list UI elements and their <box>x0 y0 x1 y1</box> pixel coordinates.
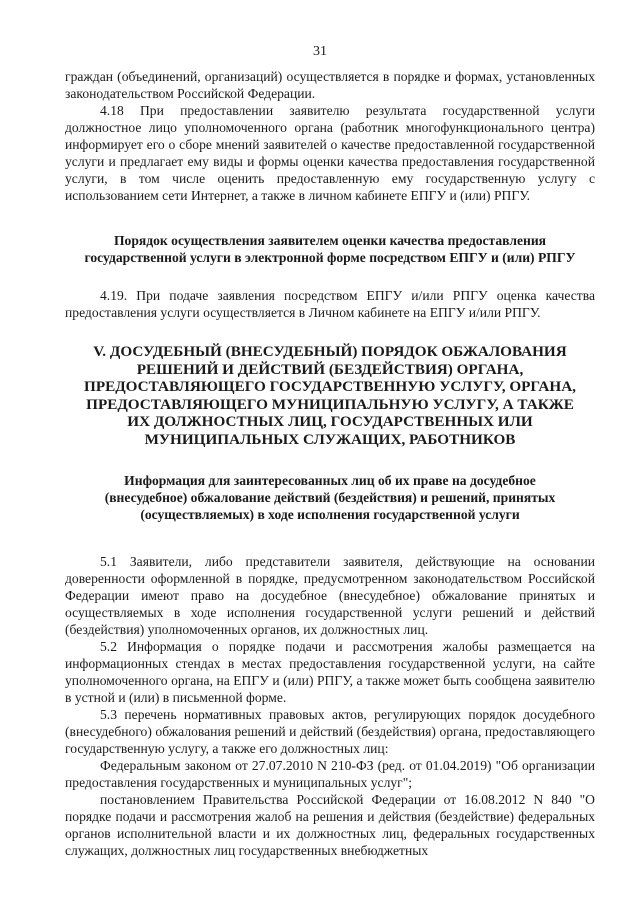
paragraph-5-1: 5.1 Заявители, либо представители заявителя, действующие на основании доверенности оформленной в порядке, предусмотренном законодательством Российской Федерации имеют право на досудебное (внесудебное) обжалование принятых и осуществляемых в ходе исполнения государственной услуги решений и действий (бездействия) уполномоченных органов, их должностных лиц. <box>65 554 595 638</box>
section-5-items <box>65 553 595 859</box>
paragraph-law-210: Федеральным законом от 27.07.2010 N 210-ФЗ (ред. от 01.04.2019) "Об организации предоставления государственных и муниципальных услуг"; <box>65 758 595 791</box>
section-v-title: V. ДОСУДЕБНЫЙ (ВНЕСУДЕБНЫЙ) ПОРЯДОК ОБЖАЛОВАНИЯ РЕШЕНИЙ И ДЕЙСТВИЙ (БЕЗДЕЙСТВИЯ) ОРГАНА, ПРЕДОСТАВЛЯЮЩЕГО ГОСУДАРСТВЕННУЮ УСЛУГУ, ОРГАНА, ПРЕДОСТАВЛЯЮЩЕГО МУНИЦИПАЛЬНУЮ УСЛУГУ, А ТАКЖЕ ИХ ДОЛЖНОСТНЫХ ЛИЦ, ГОСУДАРСТВЕННЫХ ИЛИ МУНИЦИПАЛЬНЫХ СЛУЖАЩИХ, РАБОТНИКОВ <box>84 343 576 448</box>
paragraph-5-2: 5.2 Информация о порядке подачи и рассмотрения жалобы размещается на информационных стендах в местах предоставления государственной услуги, на сайте уполномоченного органа, на ЕПГУ и (или) РПГУ, а также может быть сообщена заявителю в устной и (или) в письменной форме. <box>65 639 595 706</box>
heading-appeal-info: Информация для заинтересованных лиц об их праве на досудебное (внесудебное) обжалование действий (бездействия) и решений, принятых (осуществляемых) в ходе исполнения государственной услуги <box>104 472 556 522</box>
paragraph-4-18: 4.18 При предоставлении заявителю результата государственной услуги должностное лицо уполномоченного органа (работник многофункционального центра) информирует его о сборе мнений заявителей о качестве предоставленной государственной услуги и предлагает ему виды и формы оценки качества предоставления государственной услуги, в том числе оценить предоставленную ему государственную услугу с использованием сети Интернет, а также в личном кабинете ЕПГУ и (или) РПГУ. <box>65 103 595 203</box>
paragraph-4-19: 4.19. При подаче заявления посредством ЕПГУ и/или РПГУ оценка качества предоставления услуги осуществляется в Личном кабинете на ЕПГУ и/или РПГУ. <box>65 288 595 320</box>
document-body <box>65 68 595 859</box>
paragraph-gov-840: постановлением Правительства Российской Федерации от 16.08.2012 N 840 "О порядке подачи и рассмотрения жалоб на решения и действия (бездействие) федеральных органов исполнительной власти и их должностных лиц, федеральных государственных служащих, должностных лиц государственных внебюджетных <box>65 792 595 859</box>
paragraph-5-3: 5.3 перечень нормативных правовых актов, регулирующих порядок досудебного (внесудебного) обжалования решений и действий (бездействия) органа, предоставляющего государственную услугу, а также его должностных лиц: <box>65 707 595 757</box>
page-number: 31 <box>313 44 327 59</box>
paragraph-continuation: граждан (объединений, организаций) осуществляется в порядке и формах, установленных законодательством Российской Федерации. <box>65 69 595 101</box>
heading-quality-rating: Порядок осуществления заявителем оценки качества предоставления государственной услуги в электронной форме посредством ЕПГУ и (или) РПГУ <box>84 233 576 265</box>
